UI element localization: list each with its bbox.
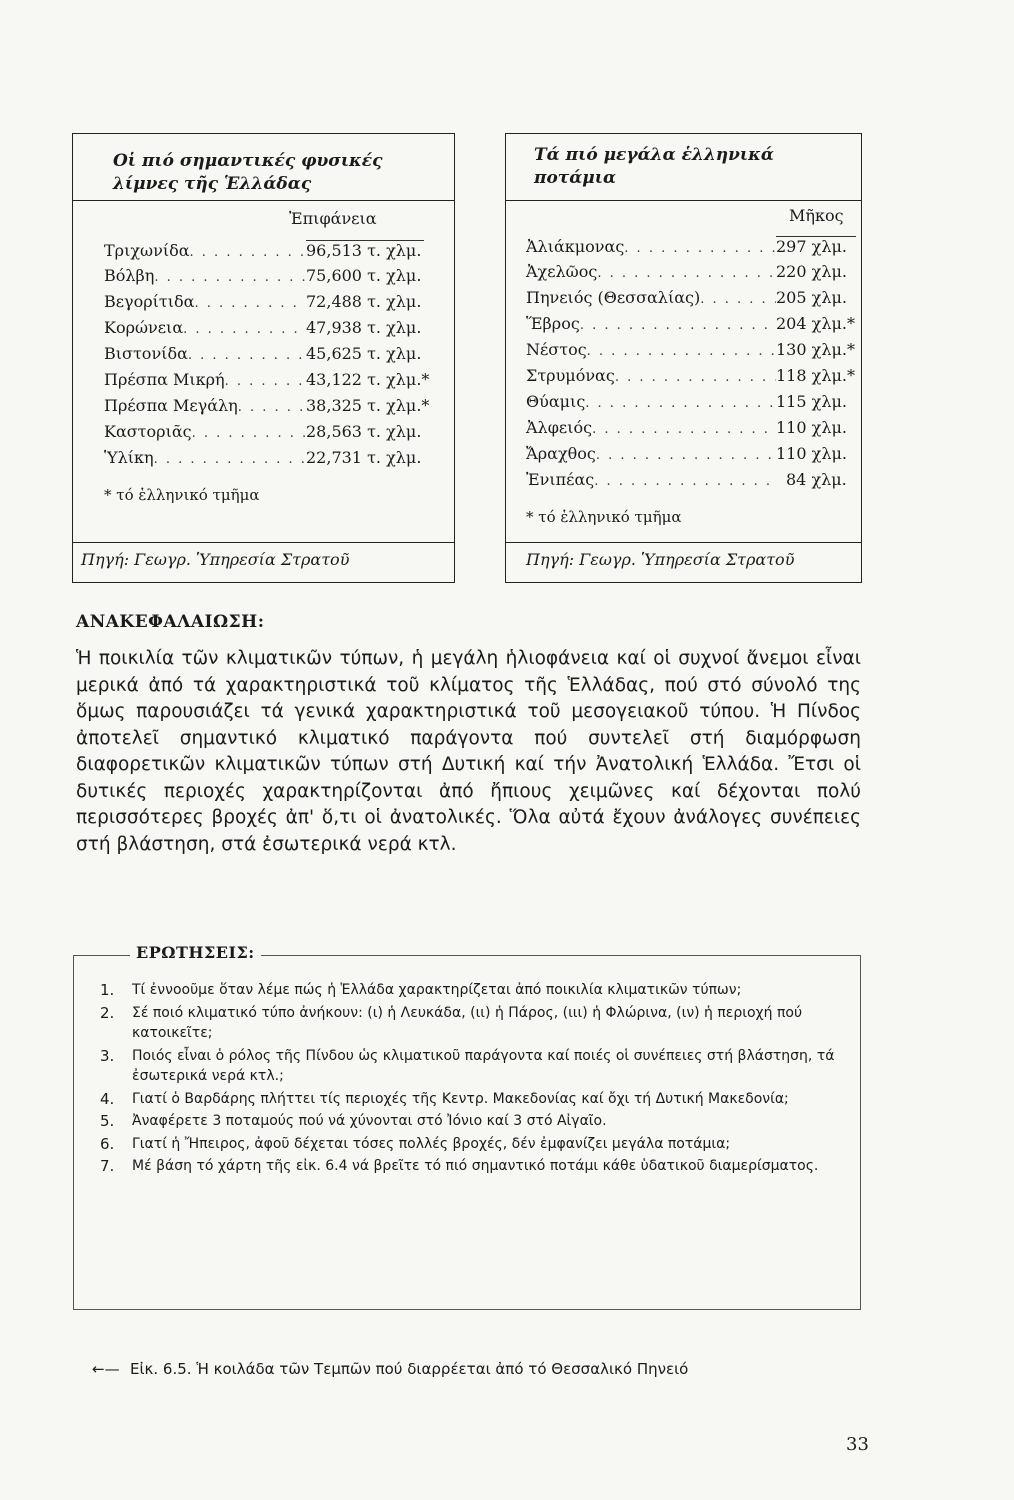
table-row: Καστοριᾶς . . . 28,563 τ. χλμ. xyxy=(104,422,424,448)
table-row: Νέστος . . . 130 χλμ.* xyxy=(526,340,856,366)
rivers-table xyxy=(505,133,862,583)
table-row: Βεγορίτιδα . . . 72,488 τ. χλμ. xyxy=(104,292,424,318)
rivers-table-source-divider xyxy=(506,542,861,543)
table-row: Ἕβρος . . . 204 χλμ.* xyxy=(526,314,856,340)
recap-paragraph: Ἡ ποικιλία τῶν κλιματικῶν τύπων, ἡ μεγάλη ἡλιοφάνεια καί οἱ συχνοί ἄνεμοι εἶναι μερικά ἀπό τά χαρακτηριστικά τοῦ κλίματος τῆς Ἑλλάδας, πού στό σύνολό της ὅμως παρουσιάζει τά γενικά χαρακτηριστικά τοῦ μεσογειακοῦ τύπου. Ἡ Πίνδος ἀποτελεῖ σημαντικό κλιματικό παράγοντα πού συντελεῖ στή διαμόρφωση διαφορετικῶν κλιματικῶν τύπων στή Δυτική καί τήν Ἀνατολική Ἑλλάδα. Ἔτσι οἱ δυτικές περιοχές χαρακτηρίζονται ἀπό ἤπιους χειμῶνες καί δέχονται πολύ περισσότερες βροχές ἀπ' ὅ,τι οἱ ἀνατολικές. Ὅλα αὐτά ἔχουν ἀνάλογες συνέπειες στή βλάστηση, στά ἐσωτερικά νερά κτλ. xyxy=(76,648,861,855)
table-row: Θύαμις . . . 115 χλμ. xyxy=(526,392,856,418)
table-row: Πηνειός (Θεσσαλίας) . . . 205 χλμ. xyxy=(526,288,856,314)
table-row: Ἀλφειός . . . 110 χλμ. xyxy=(526,418,856,444)
list-item: 5. Ἀναφέρετε 3 ποταμούς πού νά χύνονται στό Ἰόνιο καί 3 στό Αἰγαῖο. xyxy=(100,1112,607,1130)
arrow-left-icon: ←— xyxy=(92,1360,120,1378)
list-item: 2. Σέ ποιό κλιματικό τύπο ἀνήκουν: (ι) ἡ Λευκάδα, (ιι) ἡ Πάρος, (ιιι) ἡ Φλώρινα, (ιν) ἡ περιοχή πού κατοικεῖτε; xyxy=(100,1003,803,1041)
table-row: Βόλβη . . . 75,600 τ. χλμ. xyxy=(104,266,424,292)
rivers-column-header: Μῆκος xyxy=(789,206,844,225)
list-item: 1. Τί ἐννοοῦμε ὅταν λέμε πώς ἡ Ἑλλάδα χαρακτηρίζεται ἀπό ποικιλία κλιματικῶν τύπων; xyxy=(100,981,742,999)
lakes-rows xyxy=(104,240,430,474)
table-row: Ἄραχθος . . . 110 χλμ. xyxy=(526,444,856,470)
lakes-table xyxy=(72,133,455,583)
recap-heading: ΑΝΑΚΕΦΑΛΑΙΩΣΗ: xyxy=(76,612,265,632)
table-row: Τριχωνίδα . . . 96,513 τ. χλμ. xyxy=(104,240,424,266)
table-row: Κορώνεια . . . 47,938 τ. χλμ. xyxy=(104,318,424,344)
list-item: 4. Γιατί ὁ Βαρδάρης πλήττει τίς περιοχές τῆς Κεντρ. Μακεδονίας καί ὄχι τή Δυτική Μακεδονία; xyxy=(100,1089,789,1108)
table-row: Βιστονίδα . . . 45,625 τ. χλμ. xyxy=(104,344,424,370)
caption-text: Εἰκ. 6.5. Ἡ κοιλάδα τῶν Τεμπῶν πού διαρρέεται ἀπό τό Θεσσαλικό Πηνειό xyxy=(130,1360,689,1378)
questions-heading: ΕΡΩΤΗΣΕΙΣ: xyxy=(130,943,261,962)
lakes-table-title: Οἱ πιό σημαντικές φυσικές λίμνες τῆς Ἑλλάδας xyxy=(113,151,383,194)
lakes-source: Πηγή: Γεωγρ. Ὑπηρεσία Στρατοῦ xyxy=(81,550,350,569)
rivers-source: Πηγή: Γεωγρ. Ὑπηρεσία Στρατοῦ xyxy=(526,550,795,569)
list-item: 7. Μέ βάση τό χάρτη τῆς εἰκ. 6.4 νά βρεῖτε τό πιό σημαντικό ποτάμι κάθε ὑδατικοῦ διαμερίσματος. xyxy=(100,1157,819,1175)
table-row: Στρυμόνας . . . 118 χλμ.* xyxy=(526,366,856,392)
rivers-table-title-divider xyxy=(506,200,861,201)
lakes-table-title-divider xyxy=(73,200,454,201)
table-row: Πρέσπα Μεγάλη . . . 38,325 τ. χλμ.* xyxy=(104,396,424,422)
table-row: Ἀχελῶος . . . 220 χλμ. xyxy=(526,262,856,288)
page-number: 33 xyxy=(846,1434,869,1455)
list-item: 3. Ποιός εἶναι ὁ ρόλος τῆς Πίνδου ὡς κλιματικοῦ παράγοντα καί ποιές οἱ συνέπειες στή βλάστηση, τά ἐσωτερικά νερά κτλ.; xyxy=(100,1046,835,1084)
table-row: Ἐνιπέας . . . 84 χλμ. xyxy=(526,470,856,496)
rivers-footnote: * τό ἑλληνικό τμῆμα xyxy=(526,508,682,526)
rivers-table-title: Τά πιό μεγάλα ἑλληνικά ποτάμια xyxy=(534,145,774,188)
table-row: Ἀλιάκμονας . . . 297 χλμ. xyxy=(526,236,856,262)
figure-caption xyxy=(92,1360,688,1378)
lakes-footnote: * τό ἑλληνικό τμῆμα xyxy=(104,486,260,504)
rivers-rows xyxy=(526,236,856,496)
table-row: Ὑλίκη . . . 22,731 τ. χλμ. xyxy=(104,448,424,474)
list-item: 6. Γιατί ἡ Ἤπειρος, ἀφοῦ δέχεται τόσες πολλές βροχές, δέν ἐμφανίζει μεγάλα ποτάμια; xyxy=(100,1134,731,1153)
lakes-table-source-divider xyxy=(73,542,454,543)
table-row: Πρέσπα Μικρή . . . 43,122 τ. χλμ.* xyxy=(104,370,424,396)
questions-list xyxy=(100,980,845,1179)
lakes-column-header: Ἐπιφάνεια xyxy=(289,209,377,228)
